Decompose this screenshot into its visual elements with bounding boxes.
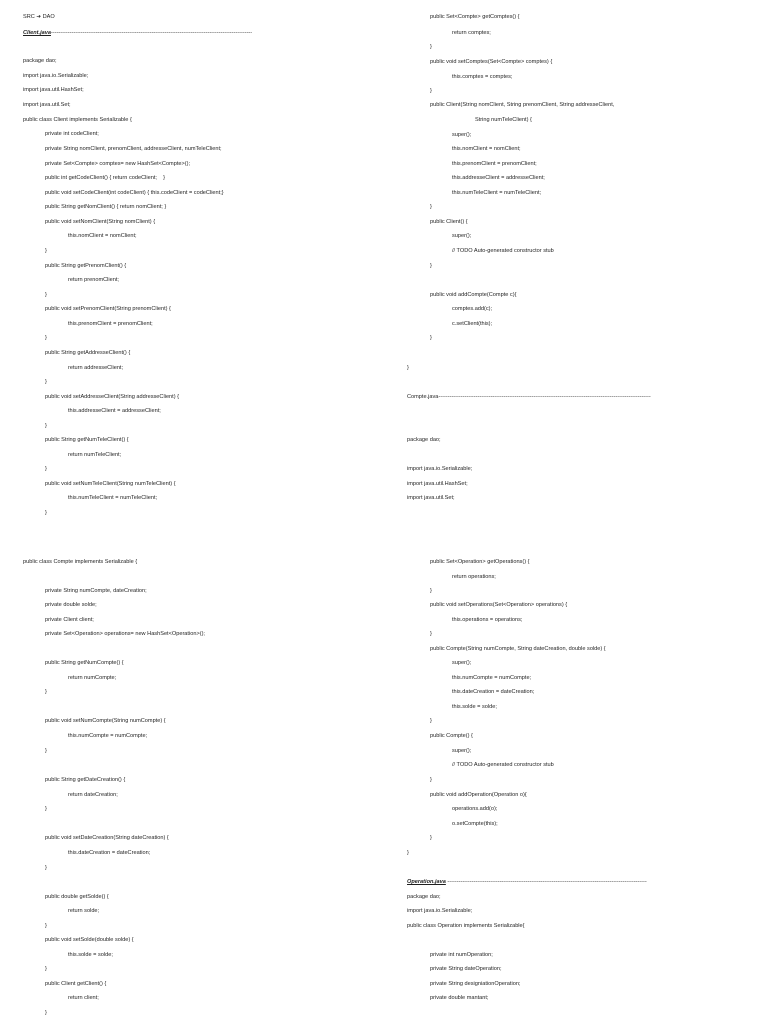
- code-line: public class Operation implements Serializable{: [407, 923, 525, 929]
- code-line: }: [45, 1010, 47, 1016]
- separator-rule: -----------------------------------------------------------------------------------------------------------: [445, 879, 647, 885]
- code-line: }: [430, 263, 432, 269]
- code-line: return dateCreation;: [68, 792, 118, 798]
- code-line: }: [407, 850, 409, 856]
- code-line: public String getNumTeleClient() {: [45, 437, 129, 443]
- code-line: operations.add(o);: [452, 806, 498, 812]
- code-line: this.prenomClient = prenomClient;: [452, 161, 537, 167]
- code-line: public double getSolde() {: [45, 894, 109, 900]
- code-line: return numCompte;: [68, 675, 117, 681]
- code-line: import java.util.HashSet;: [407, 481, 468, 487]
- code-line: public void setDateCreation(String dateCreation) {: [45, 835, 169, 841]
- code-line: this.solde = solde;: [68, 952, 113, 958]
- code-line: }: [407, 365, 409, 371]
- file-name: Compte.java: [407, 394, 439, 400]
- code-line: }: [45, 379, 47, 385]
- code-line: public void setAddresseClient(String addresseClient) {: [45, 394, 180, 400]
- code-line: return numTeleClient;: [68, 452, 122, 458]
- code-line: return comptes;: [452, 30, 491, 36]
- code-line: public void setPrenomClient(String prenomClient) {: [45, 306, 171, 312]
- code-line: return addresseClient;: [68, 365, 124, 371]
- code-line: public void addOperation(Operation o){: [430, 792, 527, 798]
- separator-rule: ------------------------------------------------------------------------------------------------------------: [50, 30, 253, 36]
- code-line: import java.io.Serializable;: [407, 908, 473, 914]
- code-line: this.dateCreation = dateCreation;: [452, 689, 535, 695]
- code-line: public void setNumCompte(String numCompte) {: [45, 718, 166, 724]
- code-line: private Set<Operation> operations= new HashSet<Operation>();: [45, 631, 205, 637]
- code-line: }: [430, 718, 432, 724]
- code-line: }: [430, 88, 432, 94]
- file-name: Operation.java: [407, 879, 446, 885]
- code-line: this.nomClient = nomClient;: [452, 146, 521, 152]
- page-title: SRC ➔ DAO: [23, 14, 55, 20]
- code-line: }: [45, 335, 47, 341]
- code-line: super();: [452, 660, 472, 666]
- code-line: public Set<Compte> getComptes() {: [430, 14, 520, 20]
- code-line: }: [430, 335, 432, 341]
- code-line: comptes.add(c);: [452, 306, 493, 312]
- code-line: }: [430, 631, 432, 637]
- code-line: }: [430, 588, 432, 594]
- code-line: }: [45, 689, 47, 695]
- code-line: public void setOperations(Set<Operation> operations) {: [430, 602, 568, 608]
- code-line: public Set<Operation> getOperations() {: [430, 559, 530, 565]
- code-line: public void setCodeClient(int codeClient) { this.codeClient = codeClient;}: [45, 190, 224, 196]
- code-line: import java.io.Serializable;: [23, 73, 89, 79]
- code-line: private double solde;: [45, 602, 97, 608]
- code-line: return client;: [68, 995, 99, 1001]
- code-line: }: [45, 466, 47, 472]
- code-line: private int codeClient;: [45, 131, 99, 137]
- code-line: }: [45, 923, 47, 929]
- code-line: String numTeleClient) {: [475, 117, 532, 123]
- code-line: }: [430, 835, 432, 841]
- code-line: private String dateOperation;: [430, 966, 502, 972]
- code-line: return prenomClient;: [68, 277, 119, 283]
- code-line: import java.io.Serializable;: [407, 466, 473, 472]
- code-line: this.addresseClient = addresseClient;: [68, 408, 161, 414]
- code-line: public void setNomClient(String nomClient) {: [45, 219, 156, 225]
- code-line: public String getNomClient() { return nomClient; }: [45, 204, 167, 210]
- code-line: import java.util.Set;: [23, 102, 71, 108]
- code-line: import java.util.Set;: [407, 495, 455, 501]
- code-line: }: [45, 292, 47, 298]
- code-line: super();: [452, 748, 472, 754]
- code-line: package dao;: [23, 58, 57, 64]
- file-name: Client.java: [23, 30, 51, 36]
- code-line: this.solde = solde;: [452, 704, 497, 710]
- code-line: super();: [452, 132, 472, 138]
- code-line: private Set<Compte> comptes= new HashSet<Compte>();: [45, 161, 191, 167]
- code-line: public Client getClient() {: [45, 981, 107, 987]
- code-line: // TODO Auto-generated constructor stub: [452, 762, 554, 768]
- code-line: this.dateCreation = dateCreation;: [68, 850, 151, 856]
- code-line: this.prenomClient = prenomClient;: [68, 321, 153, 327]
- code-line: private String numCompte, dateCreation;: [45, 588, 147, 594]
- code-line: }: [45, 748, 47, 754]
- code-line: }: [45, 865, 47, 871]
- code-line: this.numCompte = numCompte;: [68, 733, 148, 739]
- code-line: private String nomClient, prenomClient, addresseClient, numTeleClient;: [45, 146, 222, 152]
- code-line: package dao;: [407, 894, 441, 900]
- code-line: this.numCompte = numCompte;: [452, 675, 532, 681]
- code-line: package dao;: [407, 437, 441, 443]
- code-line: // TODO Auto-generated constructor stub: [452, 248, 554, 254]
- file-heading: [407, 394, 651, 401]
- code-line: this.numTeleClient = numTeleClient;: [452, 190, 542, 196]
- file-heading: [23, 30, 252, 37]
- code-line: }: [45, 248, 47, 254]
- code-line: }: [45, 510, 47, 516]
- code-line: public class Client implements Serializable {: [23, 117, 132, 123]
- code-line: public String getNumCompte() {: [45, 660, 124, 666]
- code-line: public Compte(String numCompte, String dateCreation, double solde) {: [430, 646, 606, 652]
- code-line: this.comptes = comptes;: [452, 74, 513, 80]
- separator-rule: ------------------------------------------------------------------------------------------------------------------: [438, 394, 651, 400]
- code-line: o.setCompte(this);: [452, 821, 498, 827]
- code-line: public void setNumTeleClient(String numTeleClient) {: [45, 481, 176, 487]
- code-line: public void setComptes(Set<Compte> comptes) {: [430, 59, 553, 65]
- code-line: }: [430, 44, 432, 50]
- code-line: }: [45, 806, 47, 812]
- file-heading: [407, 879, 647, 886]
- code-line: return solde;: [68, 908, 100, 914]
- code-line: public Compte() {: [430, 733, 473, 739]
- code-line: private int numOperation;: [430, 952, 493, 958]
- code-line: private double mantant;: [430, 995, 489, 1001]
- code-line: }: [45, 966, 47, 972]
- code-line: this.operations = operations;: [452, 617, 523, 623]
- code-line: private String designiationOperation;: [430, 981, 521, 987]
- code-line: return operations;: [452, 574, 496, 580]
- code-line: public Client(String nomClient, String prenomClient, String addresseClient,: [430, 102, 615, 108]
- code-line: public String getAddresseClient() {: [45, 350, 131, 356]
- code-line: }: [430, 777, 432, 783]
- code-line: public String getPrenomClient() {: [45, 263, 127, 269]
- code-line: public void addCompte(Compte c){: [430, 292, 517, 298]
- code-line: this.addresseClient = addresseClient;: [452, 175, 545, 181]
- code-line: c.setClient(this);: [452, 321, 493, 327]
- code-line: this.nomClient = nomClient;: [68, 233, 137, 239]
- code-line: super();: [452, 233, 472, 239]
- code-line: public String getDateCreation() {: [45, 777, 126, 783]
- code-line: public Client() {: [430, 219, 468, 225]
- code-line: public int getCodeClient() { return codeClient; }: [45, 175, 166, 181]
- code-line: public class Compte implements Serializable {: [23, 559, 138, 565]
- code-line: this.numTeleClient = numTeleClient;: [68, 495, 158, 501]
- code-line: private Client client;: [45, 617, 94, 623]
- code-line: }: [45, 423, 47, 429]
- code-line: }: [430, 204, 432, 210]
- code-line: import java.util.HashSet;: [23, 87, 84, 93]
- code-line: public void setSolde(double solde) {: [45, 937, 134, 943]
